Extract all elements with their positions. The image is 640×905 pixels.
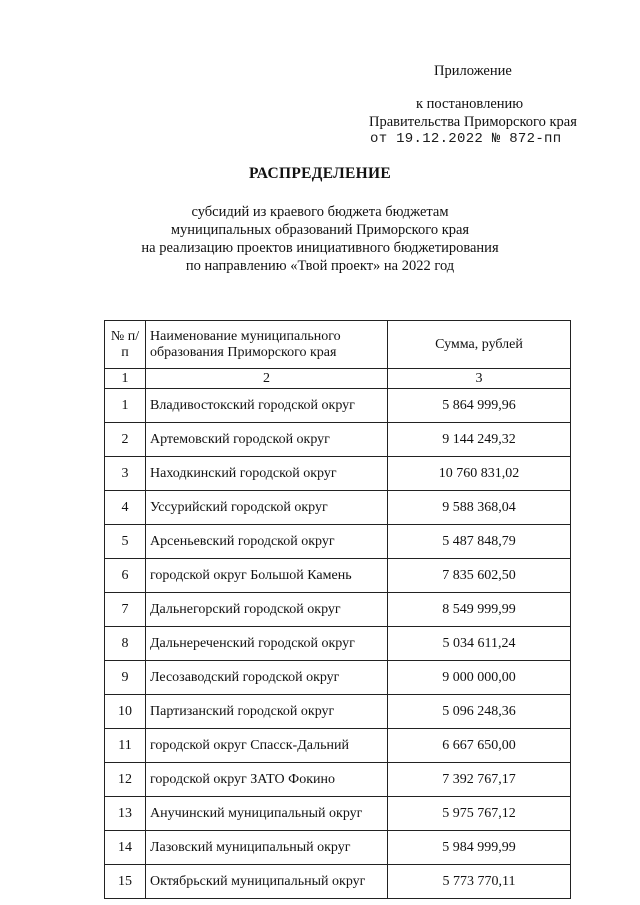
row-sum: 5 487 848,79 — [388, 525, 571, 559]
row-num: 9 — [105, 661, 146, 695]
row-sum: 5 975 767,12 — [388, 797, 571, 831]
row-name: Анучинский муниципальный округ — [146, 797, 388, 831]
table-row — [105, 423, 571, 457]
table-row — [105, 797, 571, 831]
header-name: Наименование муниципального образования Приморского края — [146, 321, 388, 369]
row-name: Дальнегорский городской округ — [146, 593, 388, 627]
header-sum: Сумма, рублей — [388, 321, 571, 369]
row-name: Дальнереченский городской округ — [146, 627, 388, 661]
row-num: 10 — [105, 695, 146, 729]
row-sum: 5 096 248,36 — [388, 695, 571, 729]
row-name: Партизанский городской округ — [146, 695, 388, 729]
row-sum: 8 549 999,99 — [388, 593, 571, 627]
row-num: 15 — [105, 865, 146, 899]
table-row — [105, 695, 571, 729]
annex-title: Приложение — [434, 63, 512, 79]
row-name: Артемовский городской округ — [146, 423, 388, 457]
table-row — [105, 661, 571, 695]
row-sum: 6 667 650,00 — [388, 729, 571, 763]
annex-line-1: к постановлению — [416, 96, 524, 112]
table-row — [105, 525, 571, 559]
table-row — [105, 865, 571, 899]
document-title: РАСПРЕДЕЛЕНИЕ — [249, 165, 391, 182]
table-header-row — [105, 321, 571, 369]
row-sum: 7 392 767,17 — [388, 763, 571, 797]
row-num: 4 — [105, 491, 146, 525]
row-name: городской округ ЗАТО Фокино — [146, 763, 388, 797]
row-name: Находкинский городской округ — [146, 457, 388, 491]
table-row — [105, 491, 571, 525]
row-num: 12 — [105, 763, 146, 797]
subtitle-line: субсидий из краевого бюджета бюджетам — [191, 204, 449, 220]
row-sum: 7 835 602,50 — [388, 559, 571, 593]
row-name: городской округ Спасск-Дальний — [146, 729, 388, 763]
table-row — [105, 389, 571, 423]
table-row — [105, 729, 571, 763]
row-name: Арсеньевский городской округ — [146, 525, 388, 559]
row-sum: 5 984 999,99 — [388, 831, 571, 865]
table-row — [105, 457, 571, 491]
index-cell: 2 — [146, 369, 388, 389]
row-name: Лазовский муниципальный округ — [146, 831, 388, 865]
row-num: 3 — [105, 457, 146, 491]
document-subtitle — [0, 203, 640, 275]
row-name: Уссурийский городской округ — [146, 491, 388, 525]
row-name: Лесозаводский городской округ — [146, 661, 388, 695]
annex-date-stamp: от 19.12.2022 № 872-пп — [370, 131, 562, 147]
header-num: № п/п — [105, 321, 146, 369]
table-row — [105, 831, 571, 865]
row-sum: 5 773 770,11 — [388, 865, 571, 899]
row-name: городской округ Большой Камень — [146, 559, 388, 593]
row-sum: 5 864 999,96 — [388, 389, 571, 423]
row-name: Октябрьский муниципальный округ — [146, 865, 388, 899]
row-sum: 10 760 831,02 — [388, 457, 571, 491]
subtitle-line: по направлению «Твой проект» на 2022 год — [185, 258, 455, 274]
row-num: 5 — [105, 525, 146, 559]
row-num: 11 — [105, 729, 146, 763]
row-sum: 9 588 368,04 — [388, 491, 571, 525]
row-sum: 9 144 249,32 — [388, 423, 571, 457]
row-num: 1 — [105, 389, 146, 423]
table-row — [105, 627, 571, 661]
table-body — [105, 389, 571, 899]
row-num: 14 — [105, 831, 146, 865]
index-cell: 1 — [105, 369, 146, 389]
row-num: 6 — [105, 559, 146, 593]
index-cell: 3 — [388, 369, 571, 389]
row-sum: 5 034 611,24 — [388, 627, 571, 661]
table-row — [105, 763, 571, 797]
row-num: 8 — [105, 627, 146, 661]
subtitle-line: муниципальных образований Приморского края — [170, 222, 470, 238]
row-name: Владивостокский городской округ — [146, 389, 388, 423]
row-num: 13 — [105, 797, 146, 831]
table-row — [105, 593, 571, 627]
annex-line-2: Правительства Приморского края — [369, 114, 577, 130]
row-num: 2 — [105, 423, 146, 457]
distribution-table — [104, 320, 571, 899]
table-row — [105, 559, 571, 593]
row-sum: 9 000 000,00 — [388, 661, 571, 695]
subtitle-line: на реализацию проектов инициативного бюджетирования — [141, 240, 499, 256]
table-index-row — [105, 369, 571, 389]
row-num: 7 — [105, 593, 146, 627]
